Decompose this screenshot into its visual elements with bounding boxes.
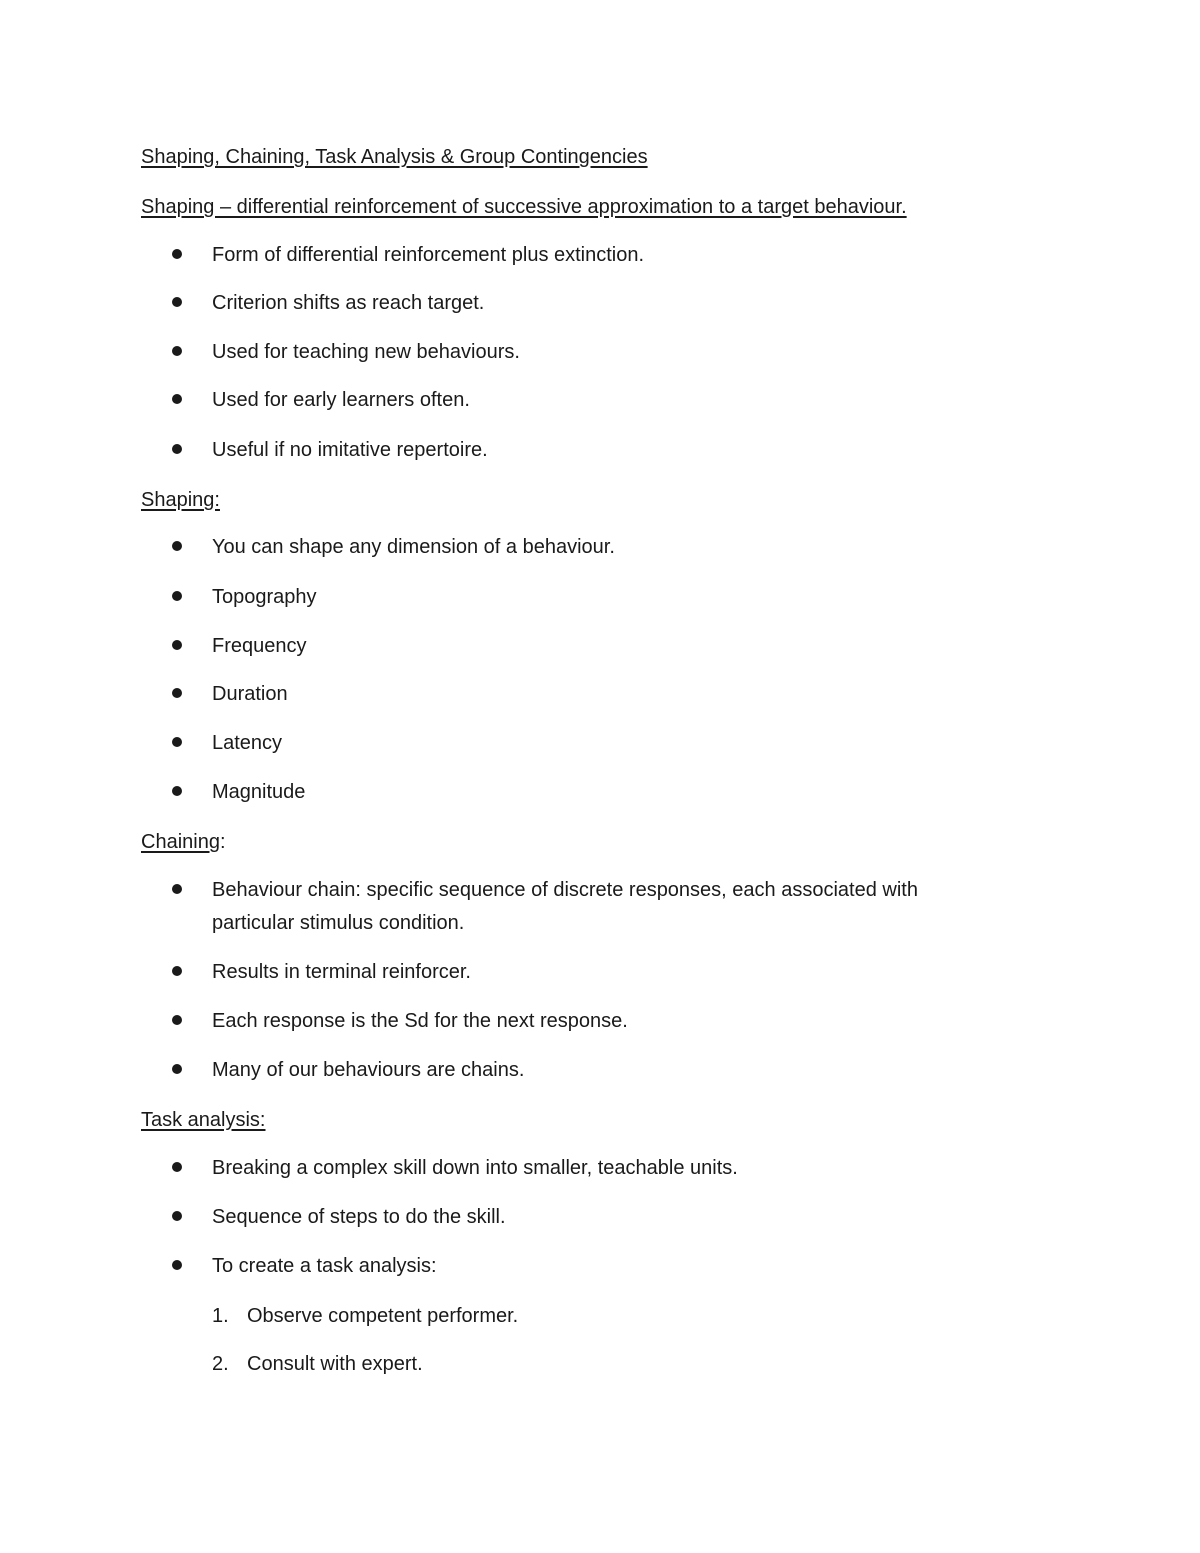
- document-title: Shaping, Chaining, Task Analysis & Group Contingencies: [141, 146, 648, 168]
- chaining-heading: Chaining:: [141, 831, 226, 853]
- bullet-icon: [172, 786, 182, 796]
- shaping-heading: Shaping:: [141, 489, 220, 511]
- list-item: Topography: [172, 581, 992, 614]
- list-item: Results in terminal reinforcer.: [172, 956, 992, 989]
- list-item: To create a task analysis:: [172, 1250, 992, 1283]
- list-item: Criterion shifts as reach target.: [172, 287, 992, 320]
- bullet-icon: [172, 346, 182, 356]
- list-item: Many of our behaviours are chains.: [172, 1054, 992, 1087]
- list-item: Behaviour chain: specific sequence of discrete responses, each associated with particular stimulus condition.: [172, 874, 992, 940]
- bullet-icon: [172, 297, 182, 307]
- list-item: Duration: [172, 678, 992, 711]
- bullet-icon: [172, 688, 182, 698]
- bullet-icon: [172, 541, 182, 551]
- task-analysis-heading: Task analysis:: [141, 1109, 266, 1131]
- numbered-item: 1. Observe competent performer.: [212, 1305, 519, 1327]
- bullet-icon: [172, 1211, 182, 1221]
- list-item: Each response is the Sd for the next response.: [172, 1005, 992, 1038]
- bullet-icon: [172, 1260, 182, 1270]
- bullet-icon: [172, 737, 182, 747]
- shaping-definition: Shaping – differential reinforcement of successive approximation to a target behaviour.: [141, 196, 907, 218]
- list-item: Breaking a complex skill down into smaller, teachable units.: [172, 1152, 992, 1185]
- bullet-icon: [172, 640, 182, 650]
- list-item: Form of differential reinforcement plus extinction.: [172, 239, 992, 272]
- list-item: Magnitude: [172, 776, 992, 809]
- list-item: Useful if no imitative repertoire.: [172, 434, 992, 467]
- bullet-icon: [172, 444, 182, 454]
- bullet-icon: [172, 394, 182, 404]
- bullet-icon: [172, 249, 182, 259]
- bullet-icon: [172, 966, 182, 976]
- bullet-icon: [172, 1064, 182, 1074]
- bullet-icon: [172, 1162, 182, 1172]
- list-item: You can shape any dimension of a behaviour.: [172, 531, 992, 564]
- list-item: Used for teaching new behaviours.: [172, 336, 992, 369]
- bullet-icon: [172, 884, 182, 894]
- list-item: Sequence of steps to do the skill.: [172, 1201, 992, 1234]
- bullet-icon: [172, 591, 182, 601]
- bullet-icon: [172, 1015, 182, 1025]
- list-item: Latency: [172, 727, 992, 760]
- list-item: Used for early learners often.: [172, 384, 992, 417]
- list-item: Frequency: [172, 630, 992, 663]
- numbered-item: 2. Consult with expert.: [212, 1353, 423, 1375]
